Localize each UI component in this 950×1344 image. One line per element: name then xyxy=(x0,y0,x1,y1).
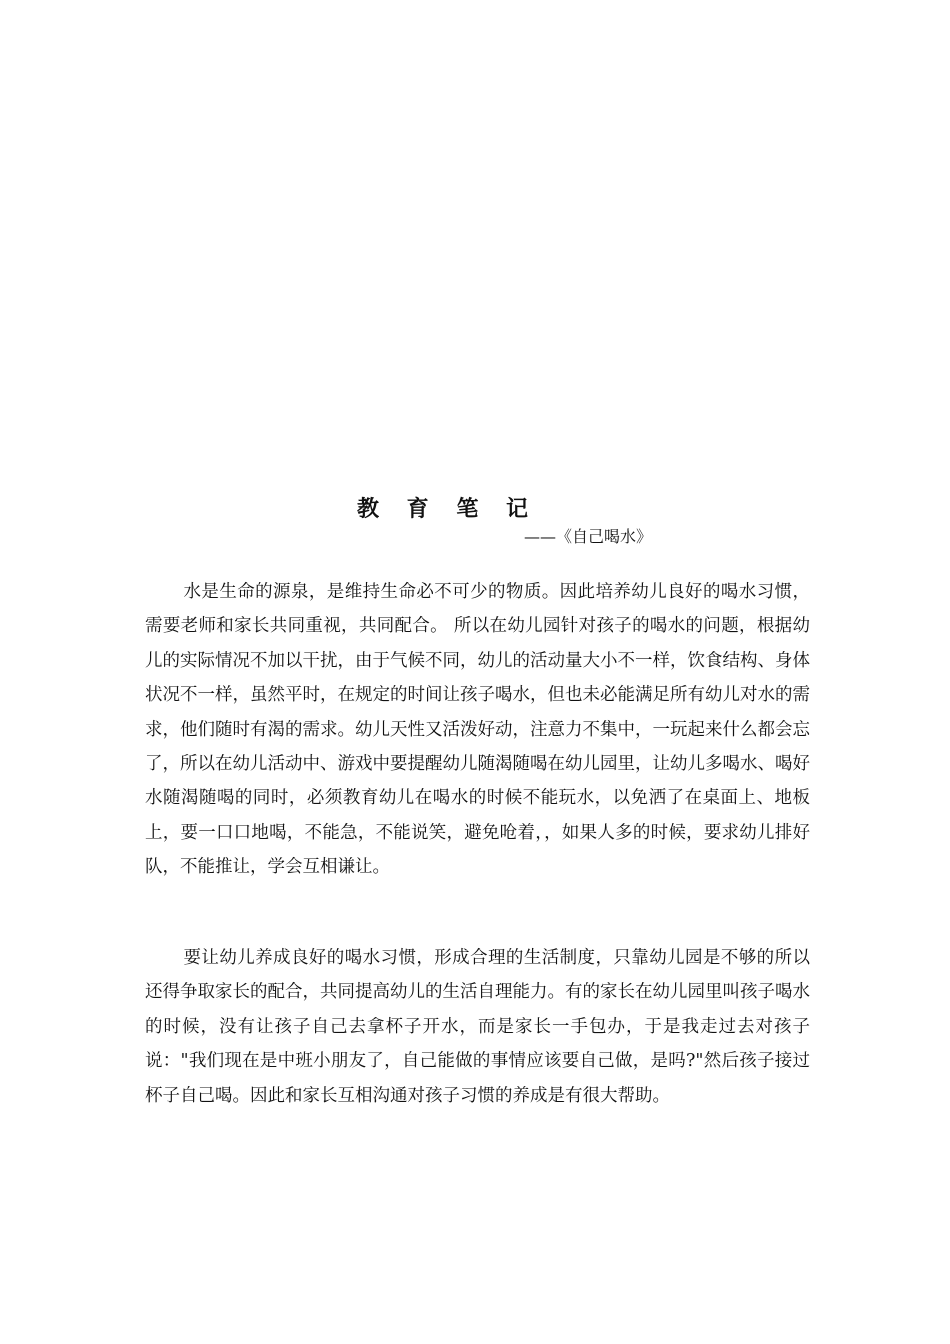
document-subtitle: ——《自己喝水》 xyxy=(524,527,653,546)
paragraph-2: 要让幼儿养成良好的喝水习惯，形成合理的生活制度，只靠幼儿园是不够的所以还得争取家长的配合，共同提高幼儿的生活自理能力。有的家长在幼儿园里叫孩子喝水的时候，没有让孩子自己去拿杯子开水，而是家长一手包办，于是我走过去对孩子说："我们现在是中班小朋友了，自己能做的事情应该要自己做，是吗?"然后孩子接过杯子自己喝。因此和家长互相沟通对孩子习惯的养成是有很大帮助。 xyxy=(145,948,810,1106)
paragraph-1: 水是生命的源泉，是维持生命必不可少的物质。因此培养幼儿良好的喝水习惯，需要老师和家长共同重视，共同配合。 所以在幼儿园针对孩子的喝水的问题，根据幼儿的实际情况不加以干扰，由于气候不同，幼儿的活动量大小不一样，饮食结构、身体状况不一样，虽然平时，在规定的时间让孩子喝水，但也未必能满足所有幼儿对水的需求，他们随时有渴的需求。幼儿天性又活泼好动，注意力不集中，一玩起来什么都会忘了，所以在幼儿活动中、游戏中要提醒幼儿随渴随喝在幼儿园里，让幼儿多喝水、喝好水随渴随喝的同时，必须教育幼儿在喝水的时候不能玩水，以免洒了在桌面上、地板上，要一口口地喝，不能急，不能说笑，避免呛着，，如果人多的时候，要求幼儿排好队，不能推让，学会互相谦让。 xyxy=(145,582,810,878)
document-title: 教 育 笔 记 xyxy=(357,497,538,522)
